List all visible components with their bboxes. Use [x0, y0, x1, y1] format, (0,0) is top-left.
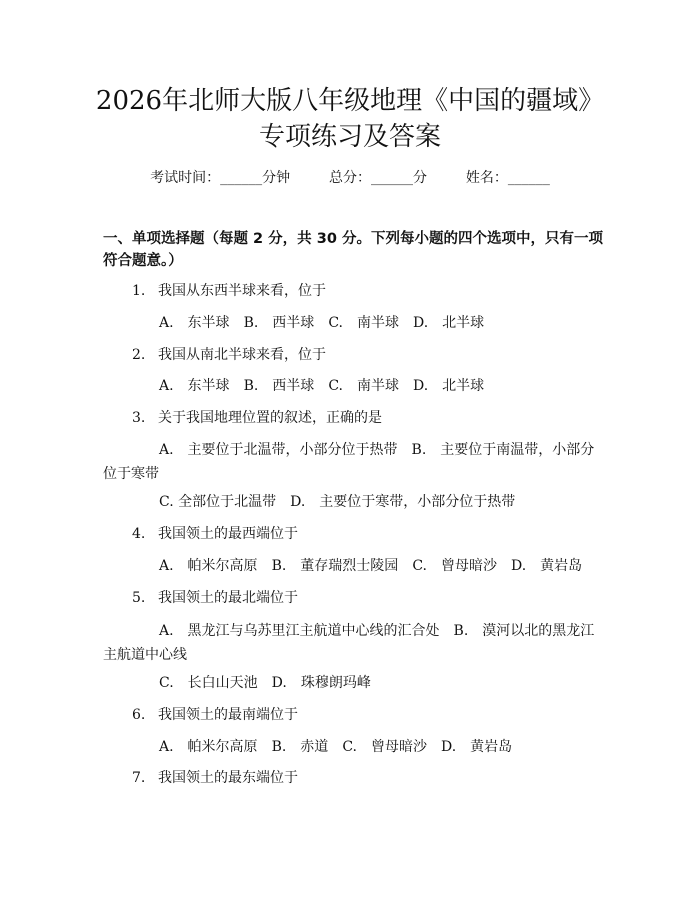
question-number: 5.: [132, 590, 146, 606]
option-c: C. 南半球: [328, 378, 399, 394]
exam-info-line: [0, 168, 700, 188]
option-c: C. 南半球: [328, 315, 399, 331]
option-d: D. 北半球: [412, 378, 485, 394]
page-subtitle: 专项练习及答案: [258, 122, 441, 152]
name-label: 姓名：: [465, 170, 508, 186]
question-text: 我国领土的最东端位于: [158, 770, 298, 786]
question-text: 我国领土的最西端位于: [158, 526, 298, 542]
question-text: 我国从南北半球来看，位于: [158, 347, 326, 363]
score-blank: ______: [371, 170, 413, 186]
question-4: [132, 524, 298, 544]
option-d: D. 黄岩岛: [510, 558, 583, 574]
option-a: A. 帕米尔高原: [159, 739, 258, 755]
question-number: 6.: [132, 707, 146, 723]
score-unit: 分: [413, 170, 427, 186]
question-3: [132, 408, 382, 428]
option-c: C. 曾母暗沙: [342, 739, 427, 755]
option-a: A. 东半球: [159, 315, 230, 331]
name-blank: ______: [507, 170, 550, 186]
question-2: [132, 345, 326, 365]
time-label: 考试时间：: [150, 170, 221, 186]
page-title: 2026年北师大版八年级地理《中国的疆域》: [95, 86, 605, 116]
time-unit: 分钟: [262, 170, 291, 186]
option-d: D. 黄岩岛: [440, 739, 513, 755]
question-5-options-cd: C. 长白山天池 D. 珠穆朗玛峰: [159, 675, 371, 691]
question-5-options-ab: A. 黑龙江与乌苏里江主航道中心线的汇合处 B. 漠河以北的黑龙江主航道中心线: [103, 623, 595, 663]
question-number: 7.: [132, 770, 146, 786]
option-d: D. 北半球: [412, 315, 485, 331]
option-a: A. 帕米尔高原: [159, 558, 258, 574]
question-3-options-ab: A. 主要位于北温带，小部分位于热带 B. 主要位于南温带，小部分位于寒带: [103, 442, 595, 482]
question-number: 3.: [132, 410, 146, 426]
question-1: [132, 281, 326, 301]
option-b: B. 西半球: [243, 378, 315, 394]
question-number: 2.: [132, 347, 146, 363]
score-label: 总分：: [329, 170, 371, 186]
question-4-options: [159, 556, 596, 576]
question-6-options: [159, 737, 526, 757]
question-7: [132, 768, 298, 788]
section-heading: 一、单项选择题（每题 2 分，共 30 分。下列每小题的四个选项中，只有一项符合题意。）: [103, 231, 603, 269]
question-3-options-cd: C. 全部位于北温带 D. 主要位于寒带，小部分位于热带: [159, 494, 516, 510]
question-text: 我国从东西半球来看，位于: [158, 283, 326, 299]
question-5: [132, 588, 298, 608]
option-c: C. 曾母暗沙: [412, 558, 497, 574]
question-text: 关于我国地理位置的叙述，正确的是: [158, 410, 382, 426]
time-blank: ______: [220, 170, 263, 186]
option-a: A. 东半球: [159, 378, 230, 394]
option-b: B. 西半球: [243, 315, 315, 331]
question-text: 我国领土的最南端位于: [158, 707, 298, 723]
option-b: B. 董存瑞烈士陵园: [271, 558, 399, 574]
question-number: 4.: [132, 526, 146, 542]
question-number: 1.: [132, 283, 146, 299]
question-1-options: [159, 313, 498, 333]
question-2-options: [159, 376, 498, 396]
question-text: 我国领土的最北端位于: [158, 590, 298, 606]
question-6: [132, 705, 298, 725]
option-b: B. 赤道: [271, 739, 329, 755]
